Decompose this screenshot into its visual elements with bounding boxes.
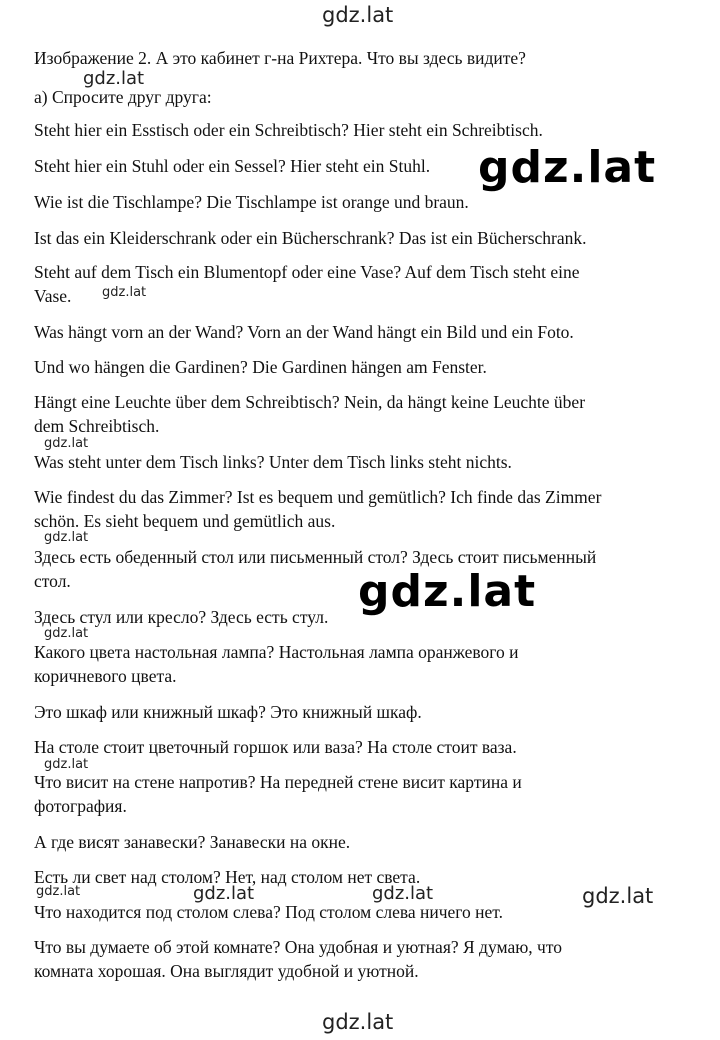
text-line: На столе стоит цветочный горшок или ваза? На столе стоит ваза. [34,737,517,757]
watermark-logo: gdz.lat [44,757,89,772]
text-line: Это шкаф или книжный шкаф? Это книжный шкаф. [34,702,422,722]
watermark-logo: gdz.lat [372,883,434,904]
watermark-logo: gdz.lat [358,566,537,617]
text-line: фотография. [34,796,127,816]
watermark-logo: gdz.lat [44,626,89,641]
text-line: Was steht unter dem Tisch links? Unter dem Tisch links steht nichts. [34,452,512,472]
text-line: Und wo hängen die Gardinen? Die Gardinen hängen am Fenster. [34,357,487,377]
document-heading: Изображение 2. А это кабинет г-на Рихтера. Что вы здесь видите? [34,48,526,68]
text-line: Здесь есть обеденный стол или письменный стол? Здесь стоит письменный [34,547,597,567]
text-line: Wie ist die Tischlampe? Die Tischlampe ist orange und braun. [34,192,469,212]
watermark-logo: gdz.lat [322,3,394,27]
text-line: Vase. [34,286,72,306]
watermark-logo: gdz.lat [322,1010,394,1034]
text-line: коричневого цвета. [34,666,177,686]
text-line: schön. Es sieht bequem und gemütlich aus. [34,511,336,531]
text-line: Что висит на стене напротив? На передней стене висит картина и [34,772,522,792]
text-line: Was hängt vorn an der Wand? Vorn an der Wand hängt ein Bild und ein Foto. [34,322,574,342]
text-line: dem Schreibtisch. [34,416,160,436]
text-line: Steht auf dem Tisch ein Blumentopf oder eine Vase? Auf dem Tisch steht eine [34,262,580,282]
watermark-logo: gdz.lat [36,884,81,899]
text-line: Steht hier ein Esstisch oder ein Schreibtisch? Hier steht ein Schreibtisch. [34,120,543,140]
watermark-logo: gdz.lat [193,883,255,904]
text-line: Что вы думаете об этой комнате? Она удобная и уютная? Я думаю, что [34,937,562,957]
watermark-logo: gdz.lat [44,530,89,545]
text-line: стол. [34,571,71,591]
text-line: Здесь стул или кресло? Здесь есть стул. [34,607,329,627]
text-line: Wie findest du das Zimmer? Ist es bequem und gemütlich? Ich finde das Zimmer [34,487,602,507]
watermark-logo: gdz.lat [582,884,654,908]
text-line: Steht hier ein Stuhl oder ein Sessel? Hier steht ein Stuhl. [34,156,431,176]
text-line: Есть ли свет над столом? Нет, над столом нет света. [34,867,421,887]
text-line: комната хорошая. Она выглядит удобной и уютной. [34,961,419,981]
text-line: Что находится под столом слева? Под столом слева ничего нет. [34,902,504,922]
watermark-logo: gdz.lat [44,436,89,451]
watermark-logo: gdz.lat [478,142,657,193]
task-instruction: а) Спросите друг друга: [34,87,212,107]
text-line: Hängt eine Leuchte über dem Schreibtisch? Nein, da hängt keine Leuchte über [34,392,586,412]
text-line: А где висят занавески? Занавески на окне. [34,832,351,852]
text-line: Ist das ein Kleiderschrank oder ein Bücherschrank? Das ist ein Bücherschrank. [34,228,587,248]
watermark-logo: gdz.lat [83,68,145,89]
watermark-logo: gdz.lat [102,285,147,300]
text-line: Какого цвета настольная лампа? Настольная лампа оранжевого и [34,642,519,662]
